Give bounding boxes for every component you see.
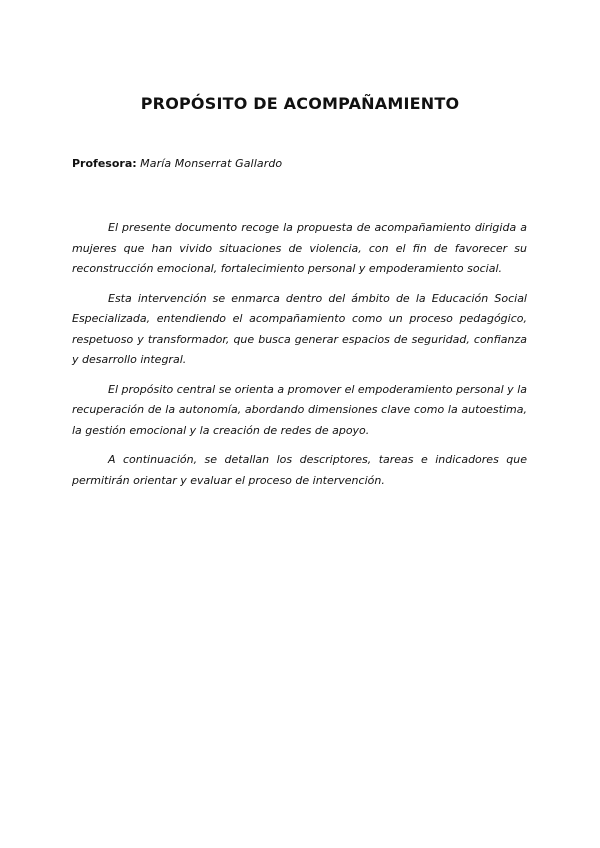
paragraph-context: Esta intervención se enmarca dentro del ámbito de la Educación Social Especializada, entendiendo el acompañamiento como un proceso pedagógico, respetuoso y transformador, que busca generar espacios de seguridad, confianza y desarrollo integral. — [72, 291, 527, 366]
paragraph-intro: El presente documento recoge la propuesta de acompañamiento dirigida a mujeres que han vivido situaciones de violencia, con el fin de favorecer su reconstrucción emocional, fortalecimiento personal y empoderamiento social. — [72, 221, 527, 275]
author-line — [72, 157, 282, 170]
paragraph-purpose: El propósito central se orienta a promover el empoderamiento personal y la recuperación de la autonomía, abordando dimensiones clave como la autoestima, la gestión emocional y la creación de redes de apoyo. — [72, 382, 527, 437]
document-body — [72, 218, 527, 500]
document-title: PROPÓSITO DE ACOMPAÑAMIENTO — [140, 94, 460, 113]
paragraph-conclusion: A continuación, se detallan los descriptores, tareas e indicadores que permitirán orientar y evaluar el proceso de intervención. — [72, 453, 527, 487]
author-name: María Monserrat Gallardo — [140, 157, 283, 170]
author-label: Profesora: — [72, 157, 137, 170]
